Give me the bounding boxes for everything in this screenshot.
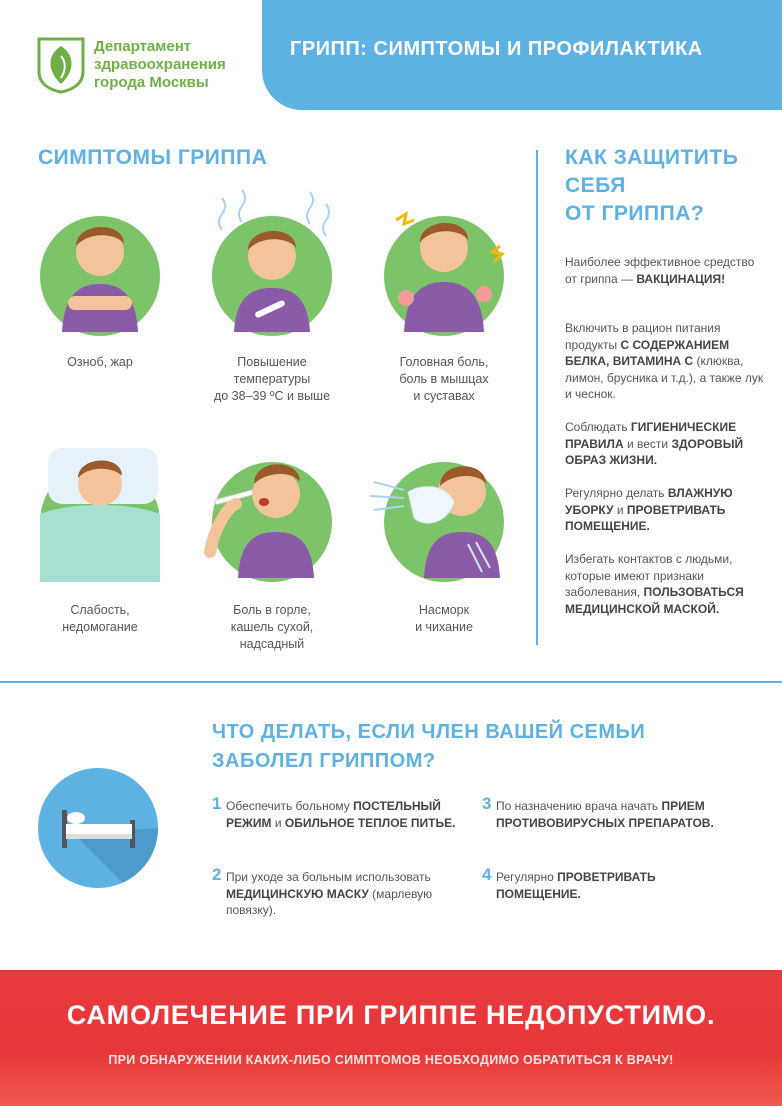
step-emphasis: ПОСТЕЛЬНЫЙ РЕЖИМ — [226, 799, 441, 830]
protect-title-line: ОТ ГРИППА? — [565, 202, 705, 225]
department-logo — [36, 36, 256, 96]
protect-text: Включить в рацион питания продукты — [565, 321, 721, 352]
protect-text: и — [613, 502, 627, 517]
step-number: 4 — [482, 865, 492, 884]
footer-title: САМОЛЕЧЕНИЕ ПРИ ГРИППЕ НЕДОПУСТИМО. — [66, 1000, 716, 1030]
family-title — [212, 718, 645, 776]
section-divider — [0, 681, 782, 683]
person-in-bed-icon — [20, 432, 180, 582]
protect-title-line: СЕБЯ — [565, 174, 626, 197]
step-emphasis: ПРИЕМ ПРОТИВОВИРУСНЫХ ПРЕПАРАТОВ. — [496, 799, 714, 830]
protect-title-line: КАК ЗАЩИТИТЬ — [565, 146, 739, 169]
moscow-health-logo-icon — [36, 36, 86, 94]
sore-throat-person-icon — [192, 432, 352, 582]
footer-banner — [0, 970, 782, 1106]
step-text: Регулярно — [496, 870, 558, 884]
protect-emphasis: ГИГИЕНИЧЕСКИЕ ПРАВИЛА — [565, 420, 737, 451]
step-number: 3 — [482, 794, 492, 813]
logo-line: здравоохранения — [94, 56, 226, 73]
bed-illustration — [38, 768, 158, 888]
protect-item-nutrition — [565, 320, 765, 403]
logo-line: Департамент — [94, 38, 192, 55]
protect-title — [565, 144, 738, 228]
protect-text: Соблюдать — [565, 420, 631, 434]
protect-text: Избегать контактов с людьми, которые имеют признаки заболевания, — [565, 552, 733, 599]
symptom-label: Насморк и чихание — [415, 603, 473, 634]
protect-item-mask — [565, 551, 765, 617]
step-number: 2 — [212, 865, 222, 884]
family-title-line: ЗАБОЛЕЛ ГРИППОМ? — [212, 750, 436, 772]
logo-text — [94, 38, 226, 92]
footer-subtitle: ПРИ ОБНАРУЖЕНИИ КАКИХ-ЛИБО СИМПТОМОВ НЕОБХОДИМО ОБРАТИТЬСЯ К ВРАЧУ! — [108, 1053, 674, 1067]
protect-item-cleaning — [565, 485, 765, 535]
protect-text: Регулярно делать — [565, 486, 668, 500]
symptom-label: Слабость, недомогание — [62, 603, 138, 634]
logo-line: города Москвы — [94, 74, 209, 91]
feverish-person-icon — [192, 186, 352, 336]
column-divider — [536, 150, 538, 645]
protect-item-vaccination — [565, 254, 765, 287]
bed-icon — [38, 768, 158, 888]
protect-text: и вести — [623, 436, 672, 451]
symptom-label: Повышение температуры до 38–39 ºС и выше — [213, 355, 331, 403]
step-text: При уходе за больным использовать — [226, 870, 431, 884]
protect-emphasis: ВАКЦИНАЦИЯ! — [636, 271, 726, 286]
protect-emphasis: ПРОВЕТРИВАТЬ ПОМЕЩЕНИЕ. — [565, 502, 726, 533]
step-text: По назначению врача начать — [496, 799, 662, 813]
step-number: 1 — [212, 794, 222, 813]
protect-text: (клюква, лимон, брусника и т.д.), а также лук и чеснок. — [565, 354, 764, 401]
family-title-line: ЧТО ДЕЛАТЬ, ЕСЛИ ЧЛЕН ВАШЕЙ СЕМЬИ — [212, 721, 646, 743]
page-title: ГРИПП: СИМПТОМЫ И ПРОФИЛАКТИКА — [290, 38, 703, 60]
shivering-person-icon — [20, 186, 180, 336]
symptom-label: Озноб, жар — [67, 355, 133, 369]
step-text: и — [271, 815, 285, 830]
protect-emphasis: ВЛАЖНУЮ УБОРКУ — [565, 486, 733, 517]
symptom-label: Боль в горле, кашель сухой, надсадный — [230, 603, 314, 651]
symptoms-title: СИМПТОМЫ ГРИППА — [38, 146, 268, 169]
symptom-label: Головная боль, боль в мышцах и суставах — [399, 355, 489, 403]
protect-item-hygiene — [565, 419, 765, 469]
step-emphasis: ПРОВЕТРИВАТЬ ПОМЕЩЕНИЕ. — [496, 870, 656, 901]
step-text: Обеспечить больному — [226, 799, 354, 813]
protect-emphasis: ЗДОРОВЫЙ ОБРАЗ ЖИЗНИ. — [565, 436, 744, 467]
aching-person-icon — [364, 186, 524, 336]
protect-emphasis: ПОЛЬЗОВАТЬСЯ МЕДИЦИНСКОЙ МАСКОЙ. — [565, 585, 744, 616]
protect-emphasis: С СОДЕРЖАНИЕМ БЕЛКА, ВИТАМИНА С — [565, 337, 730, 368]
step-text: (марлевую повязку). — [226, 886, 433, 917]
sneezing-person-icon — [364, 432, 524, 582]
protect-text: Наиболее эффективное средство от гриппа — — [565, 255, 755, 286]
step-emphasis: МЕДИЦИНСКУЮ МАСКУ — [226, 886, 369, 901]
step-emphasis: ОБИЛЬНОЕ ТЕПЛОЕ ПИТЬЕ. — [284, 815, 456, 830]
